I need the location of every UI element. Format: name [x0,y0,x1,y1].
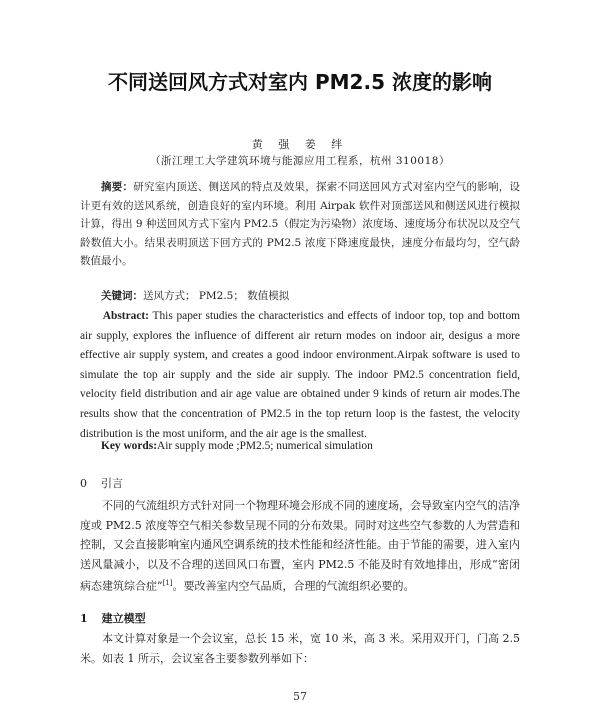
abstract-cn-label: 摘要： [101,181,134,193]
paper-title: 不同送回风方式对室内 PM2.5 浓度的影响 [108,70,492,94]
section-0-number: 0 [80,477,87,490]
section-1-heading [80,610,146,626]
abstract-en-label: Abstract: [102,310,149,322]
keywords-cn-label: 关键词： [101,290,143,302]
keywords-en [101,440,521,452]
affiliation: （浙江理工大学建筑环境与能源应用工程系，杭州 310018） [150,155,450,167]
section-0-heading [80,475,123,491]
abstract-cn [80,178,520,271]
section-0-title: 引言 [101,477,123,490]
section-0-text: 不同的气流组织方式针对同一个物理环境会形成不同的速度场，会导致室内空气的洁净度或 PM2.5 浓度等空气相关参数呈现不同的分布效果。同时对这些空气参数的人为营造和控制，又会直接影响室内通风空调系统的技术性能和经济性能。由于节能的需要，进入室内送风量减小，以及不合理的送回风口布置，室内 PM2.5 不能及时有效地排出，形成“密闭病态建筑综合症” [80,499,520,593]
authors: 黄 强 姜 绊 [251,138,349,151]
keywords-cn-text: 送风方式； PM2.5； 数值模拟 [143,290,290,302]
abstract-en-text: This paper studies the characteristics and effects of indoor top, top and bottom air supply, explores the influence of different air return modes on indoor air, desigus a more effective air supply system, and creates a good indoor environment.Airpak software is used to simulate the top air supply and the side air supply. The indoor PM2.5 concentration field, velocity field distribution and air age value are obtained under 9 kinds of return air modes.The results show that the concentration of PM2.5 in the top return loop is the fastest, the velocity distribution is the most uniform, and the air age is the smallest. [80,310,520,440]
section-0-tail: 。要改善室内空气品质，合理的气流组织必要的。 [172,579,415,593]
citation-ref: [1] [162,579,173,587]
section-1-number: 1 [80,612,88,625]
abstract-en [80,307,520,444]
keywords-en-label: Key words: [101,440,157,452]
section-1-body: 本文计算对象是一个会议室，总长 15 米，宽 10 米，高 3 米。采用双开门，门高 2.5 米。如表 1 所示，会议室各主要参数列举如下： [80,632,520,665]
abstract-cn-text: 研究室内顶送、侧送风的特点及效果，探索不同送回风方式对室内空气的影响，设计更有效的送风系统，创造良好的室内环境。利用 Airpak 软件对顶部送风和侧送风进行模拟计算，得出 9 种送回风方式下室内 PM2.5（假定为污染物）浓度场、速度场分布状况以及空气龄数值大小。结果表明顶送下回方式的 PM2.5 浓度下降速度最快，速度分布最均匀，空气龄数值最小。 [80,181,520,267]
section-0-body [80,496,520,596]
page-number: 57 [293,690,307,703]
section-1-title: 建立模型 [101,612,146,625]
keywords-cn [101,288,521,303]
keywords-en-text: Air supply mode ;PM2.5; numerical simulation [157,440,373,452]
